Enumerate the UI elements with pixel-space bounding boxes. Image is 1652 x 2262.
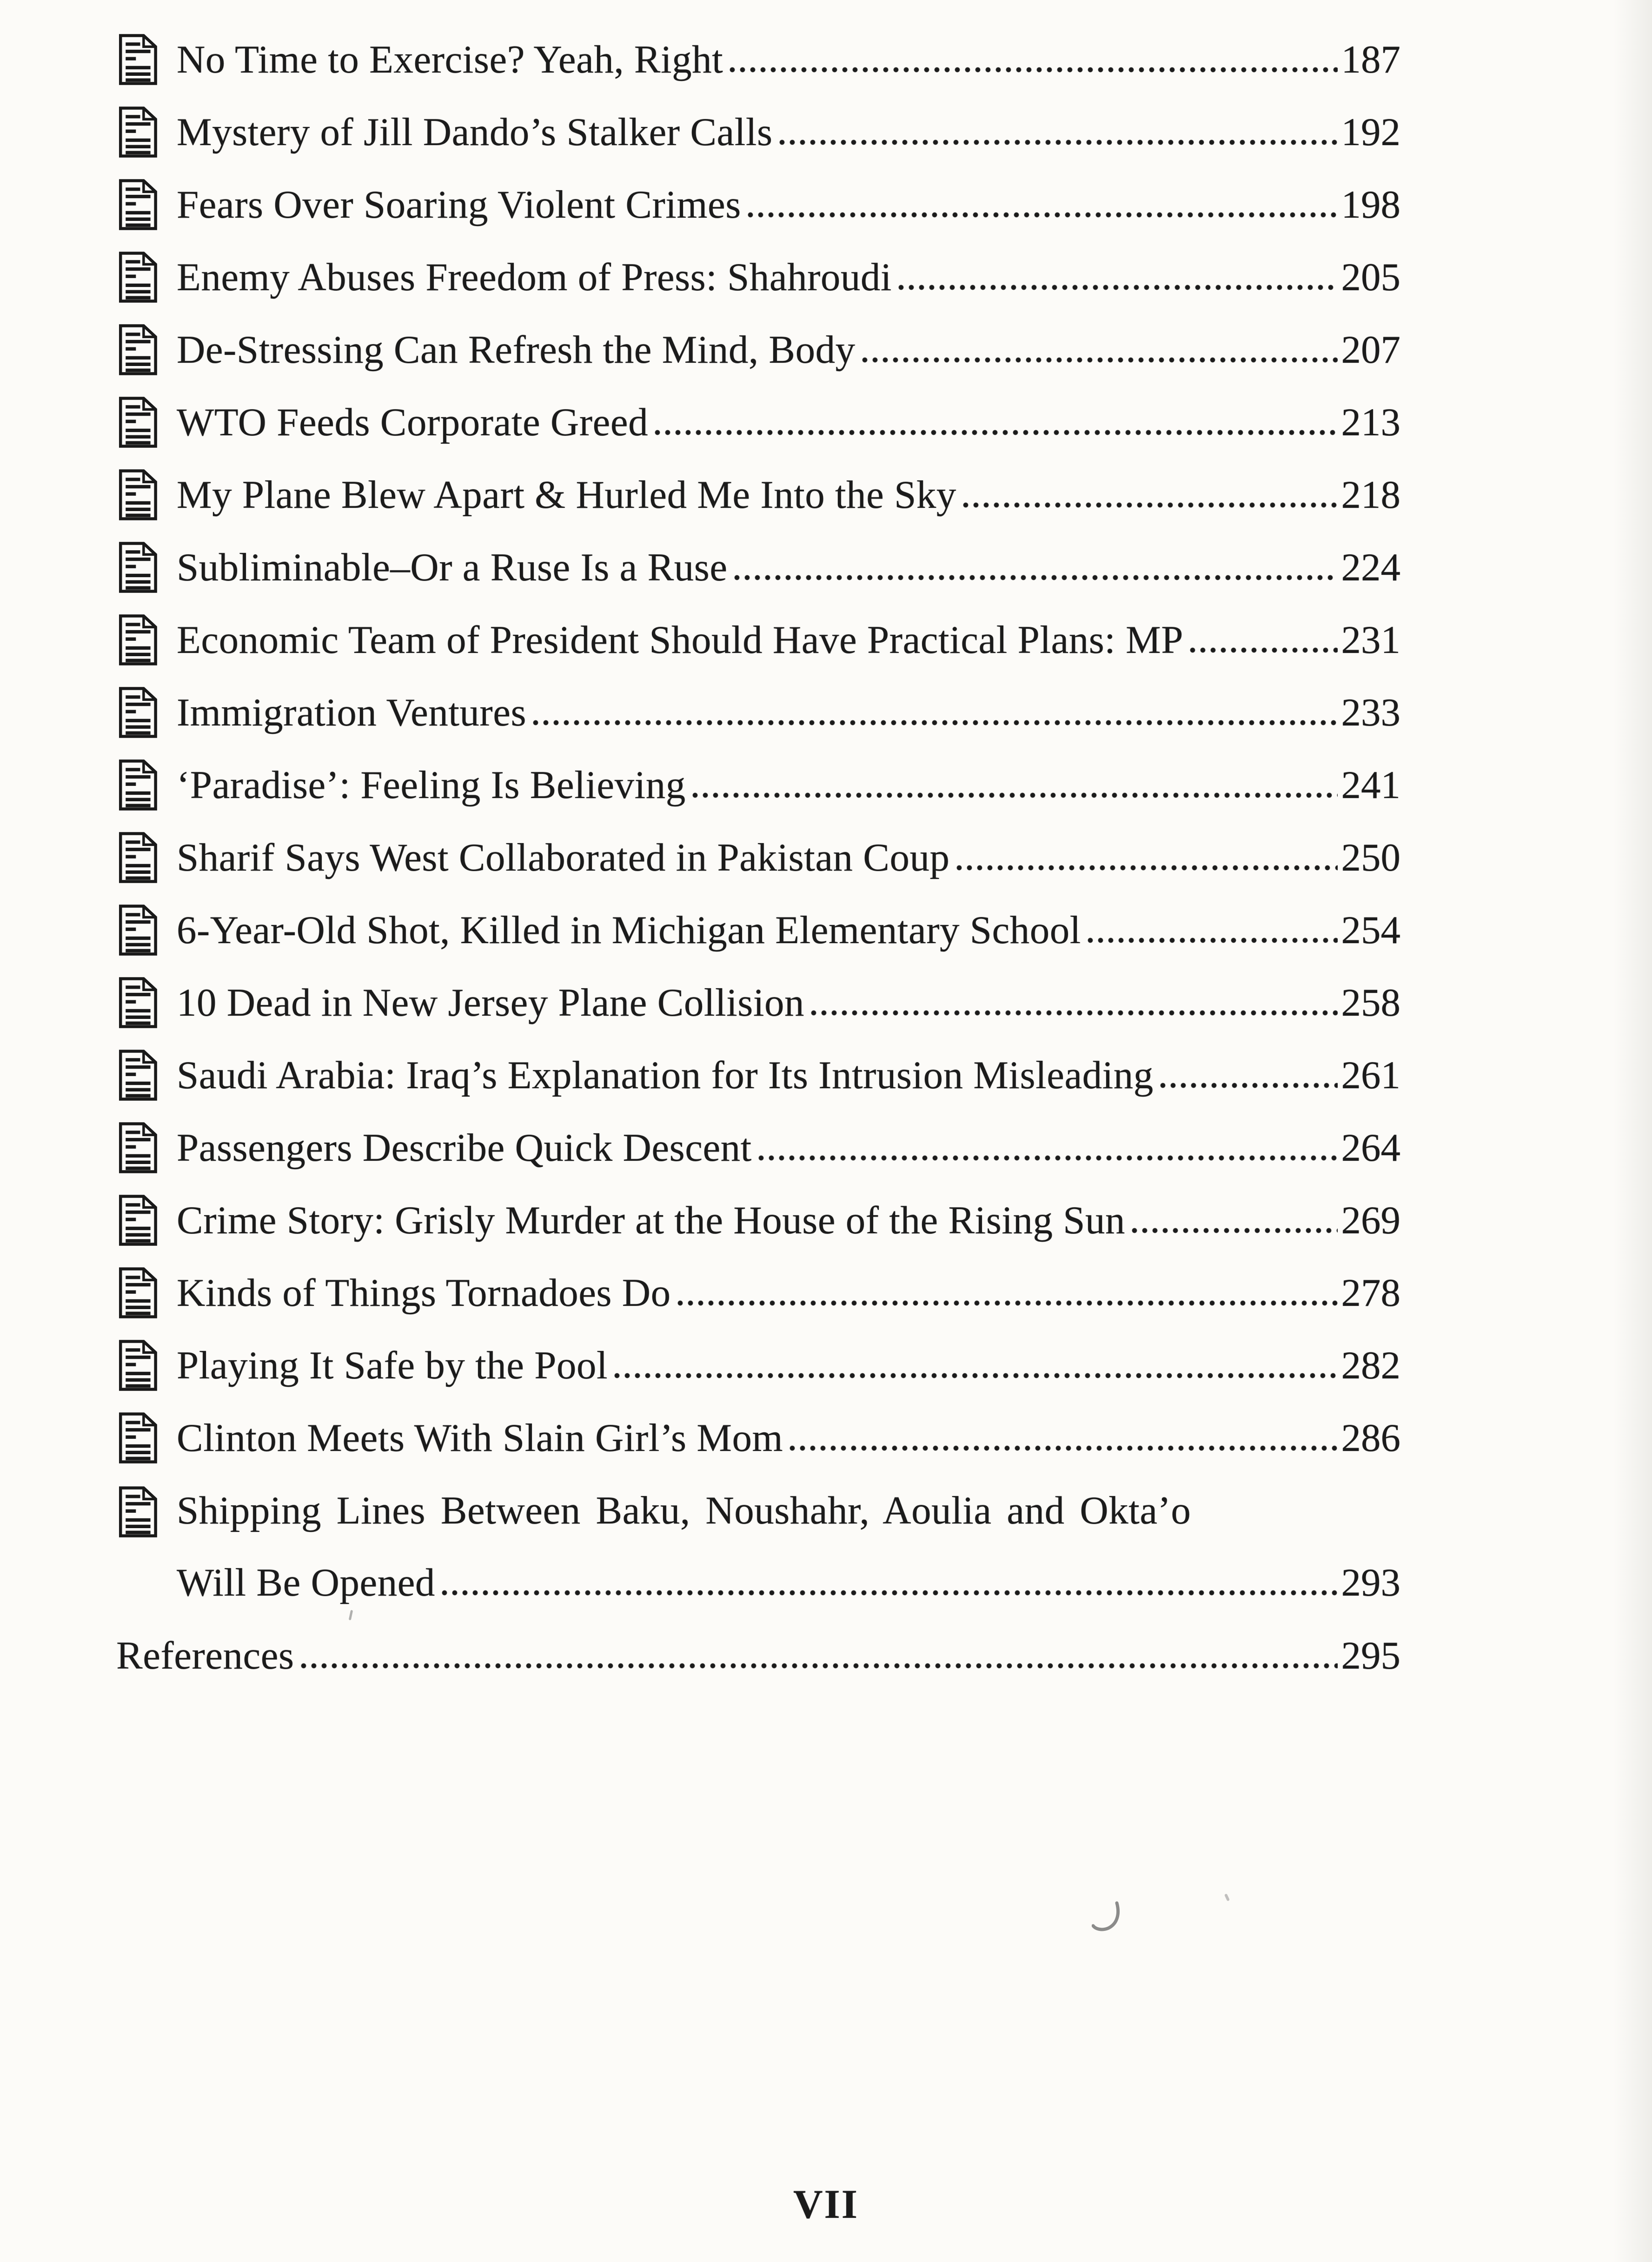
document-icon <box>116 105 159 160</box>
toc-entry-body <box>177 980 1400 1025</box>
toc-entry-page: 258 <box>1341 980 1400 1025</box>
toc-entry-body <box>177 1491 1400 1603</box>
toc-entry <box>116 1329 1400 1402</box>
toc-entry-page: 205 <box>1341 255 1400 299</box>
toc-entry-body <box>177 1053 1400 1097</box>
toc-entry-title: 6-Year-Old Shot, Killed in Michigan Elementary School <box>177 908 1081 952</box>
toc-entry <box>116 821 1400 894</box>
toc-entry <box>116 1402 1400 1474</box>
document-icon <box>116 322 159 377</box>
dot-leader <box>898 284 1337 290</box>
toc-entry <box>116 313 1400 386</box>
toc-entry-page: 282 <box>1341 1343 1400 1387</box>
toc-entry-page: 295 <box>1341 1633 1400 1677</box>
toc-entry-body <box>177 1198 1400 1242</box>
toc-entry-page: 254 <box>1341 908 1400 952</box>
document-icon <box>116 758 159 812</box>
toc-entry-body <box>177 327 1400 372</box>
toc-entry-title: 10 Dead in New Jersey Plane Collision <box>177 980 804 1025</box>
toc-entry-body <box>177 37 1400 81</box>
document-icon <box>116 540 159 595</box>
dot-leader <box>655 429 1337 435</box>
toc-entry-body <box>177 620 1400 660</box>
toc-entry-page: 218 <box>1341 472 1400 517</box>
toc-entry <box>116 1257 1400 1329</box>
toc-entry-body <box>177 1418 1400 1458</box>
toc-entry-page: 286 <box>1341 1416 1400 1460</box>
toc-entry <box>116 966 1400 1039</box>
toc-entry-body <box>177 690 1400 734</box>
toc-entry-title: ‘Paradise’: Feeling Is Believing <box>177 763 686 807</box>
toc-entry-page: 192 <box>1341 110 1400 154</box>
dot-leader <box>442 1589 1338 1596</box>
document-icon <box>116 685 159 740</box>
dot-leader <box>677 1299 1338 1306</box>
document-icon <box>116 395 159 450</box>
toc-entry-page: 250 <box>1341 835 1400 879</box>
document-icon <box>116 250 159 305</box>
dot-leader <box>614 1372 1337 1378</box>
toc-entry-body <box>116 1633 1400 1677</box>
toc-entry-body <box>177 1125 1400 1170</box>
toc-entry-title: Sharif Says West Collaborated in Pakistan Coup <box>177 835 950 879</box>
toc-entry-title: Fears Over Soaring Violent Crimes <box>177 182 741 226</box>
toc-entry-title-line2: Will Be Opened <box>177 1561 435 1604</box>
toc-entry-title: My Plane Blew Apart & Hurled Me Into the Sky <box>177 472 956 517</box>
toc-entry <box>116 1111 1400 1184</box>
toc-entry-title: De-Stressing Can Refresh the Mind, Body <box>177 327 856 372</box>
toc-entry-body <box>177 182 1400 226</box>
toc-entry-title: Clinton Meets With Slain Girl’s Mom <box>177 1416 783 1460</box>
dot-leader <box>758 1154 1338 1161</box>
toc-entry-page: 261 <box>1341 1053 1400 1097</box>
toc-entry <box>116 604 1400 676</box>
toc-entry <box>116 531 1400 604</box>
toc-entry <box>116 1474 1400 1619</box>
toc-entry-page: 241 <box>1341 763 1400 807</box>
dot-leader <box>956 864 1338 871</box>
dot-leader <box>1088 937 1338 943</box>
toc-entry-page: 187 <box>1341 37 1400 81</box>
dot-leader <box>734 574 1338 580</box>
dot-leader <box>862 356 1338 363</box>
document-icon <box>116 1048 159 1103</box>
toc-entry <box>116 459 1400 531</box>
dot-leader <box>779 139 1338 145</box>
table-of-contents <box>116 23 1400 1692</box>
document-icon <box>116 612 159 667</box>
toc-entry <box>116 749 1400 821</box>
toc-entry-page: 278 <box>1341 1271 1400 1315</box>
document-icon <box>116 467 159 522</box>
dot-leader <box>811 1009 1338 1016</box>
dot-leader <box>1190 646 1338 653</box>
toc-entry-title: Subliminable–Or a Ruse Is a Ruse <box>177 545 728 589</box>
toc-entry-body <box>177 835 1400 879</box>
toc-entry-title: References <box>116 1633 294 1677</box>
document-icon <box>116 1338 159 1393</box>
document-icon <box>116 903 159 958</box>
toc-entry <box>116 241 1400 313</box>
dot-leader <box>790 1444 1337 1451</box>
toc-entry-page: 293 <box>1341 1561 1400 1604</box>
toc-entry-title: Mystery of Jill Dando’s Stalker Calls <box>177 110 773 154</box>
dot-leader <box>748 211 1338 218</box>
toc-entry-page: 269 <box>1341 1198 1400 1242</box>
dot-leader <box>692 792 1338 798</box>
toc-entry-body <box>177 545 1400 589</box>
document-icon <box>116 32 159 87</box>
toc-entry <box>116 23 1400 96</box>
toc-entry <box>116 386 1400 459</box>
toc-entry-title: Shipping Lines Between Baku, Noushahr, Aoulia and Okta’o <box>177 1489 1191 1532</box>
toc-entry-title: Immigration Ventures <box>177 690 527 734</box>
page-number: VII <box>793 2182 859 2227</box>
toc-entry-title: Kinds of Things Tornadoes Do <box>177 1271 671 1315</box>
toc-entry <box>116 168 1400 241</box>
toc-entry-body <box>177 908 1400 952</box>
document-icon <box>116 1410 159 1465</box>
dot-leader <box>301 1662 1338 1669</box>
toc-entry <box>116 96 1400 168</box>
dot-leader <box>730 66 1337 73</box>
document-icon <box>116 1120 159 1175</box>
toc-entry-body <box>177 472 1400 517</box>
toc-entry-page: 264 <box>1341 1125 1400 1170</box>
document-icon <box>116 1193 159 1248</box>
toc-entry-body <box>177 400 1400 444</box>
toc-entry-title: Crime Story: Grisly Murder at the House of the Rising Sun <box>177 1198 1125 1242</box>
toc-entry <box>116 894 1400 966</box>
document-icon <box>116 177 159 232</box>
toc-entry-page: 233 <box>1341 690 1400 734</box>
toc-entry-title: No Time to Exercise? Yeah, Right <box>177 37 723 81</box>
document-icon <box>116 1484 159 1539</box>
document-icon <box>116 975 159 1030</box>
toc-entry-page: 213 <box>1341 400 1400 444</box>
toc-entry-title: Economic Team of President Should Have Practical Plans: MP <box>177 618 1183 662</box>
toc-entry <box>116 1184 1400 1257</box>
toc-entry-page: 231 <box>1341 618 1400 662</box>
toc-entry-title: Playing It Safe by the Pool <box>177 1343 608 1387</box>
dot-leader <box>1132 1227 1338 1233</box>
toc-entry-body <box>177 765 1400 805</box>
toc-entry-title: Saudi Arabia: Iraq’s Explanation for Its Intrusion Misleading <box>177 1053 1154 1097</box>
scan-artifact-tick <box>1224 1893 1230 1901</box>
document-icon <box>116 1265 159 1320</box>
toc-entry <box>116 1619 1400 1692</box>
toc-entry-body <box>177 1343 1400 1387</box>
toc-entry <box>116 676 1400 749</box>
toc-entry-title: Passengers Describe Quick Descent <box>177 1125 752 1170</box>
dot-leader <box>533 719 1337 725</box>
toc-entry-body <box>177 110 1400 154</box>
toc-entry-page: 207 <box>1341 327 1400 372</box>
toc-entry-body <box>177 1273 1400 1313</box>
scan-artifact-curl <box>1092 1901 1121 1934</box>
toc-entry-page: 224 <box>1341 545 1400 589</box>
toc-entry-body <box>177 255 1400 299</box>
toc-entry-title: Enemy Abuses Freedom of Press: Shahroudi <box>177 255 892 299</box>
toc-entry-page: 198 <box>1341 182 1400 226</box>
dot-leader <box>1160 1082 1338 1088</box>
toc-entry-title: WTO Feeds Corporate Greed <box>177 400 649 444</box>
toc-entry <box>116 1039 1400 1111</box>
dot-leader <box>963 501 1338 508</box>
document-icon <box>116 830 159 885</box>
